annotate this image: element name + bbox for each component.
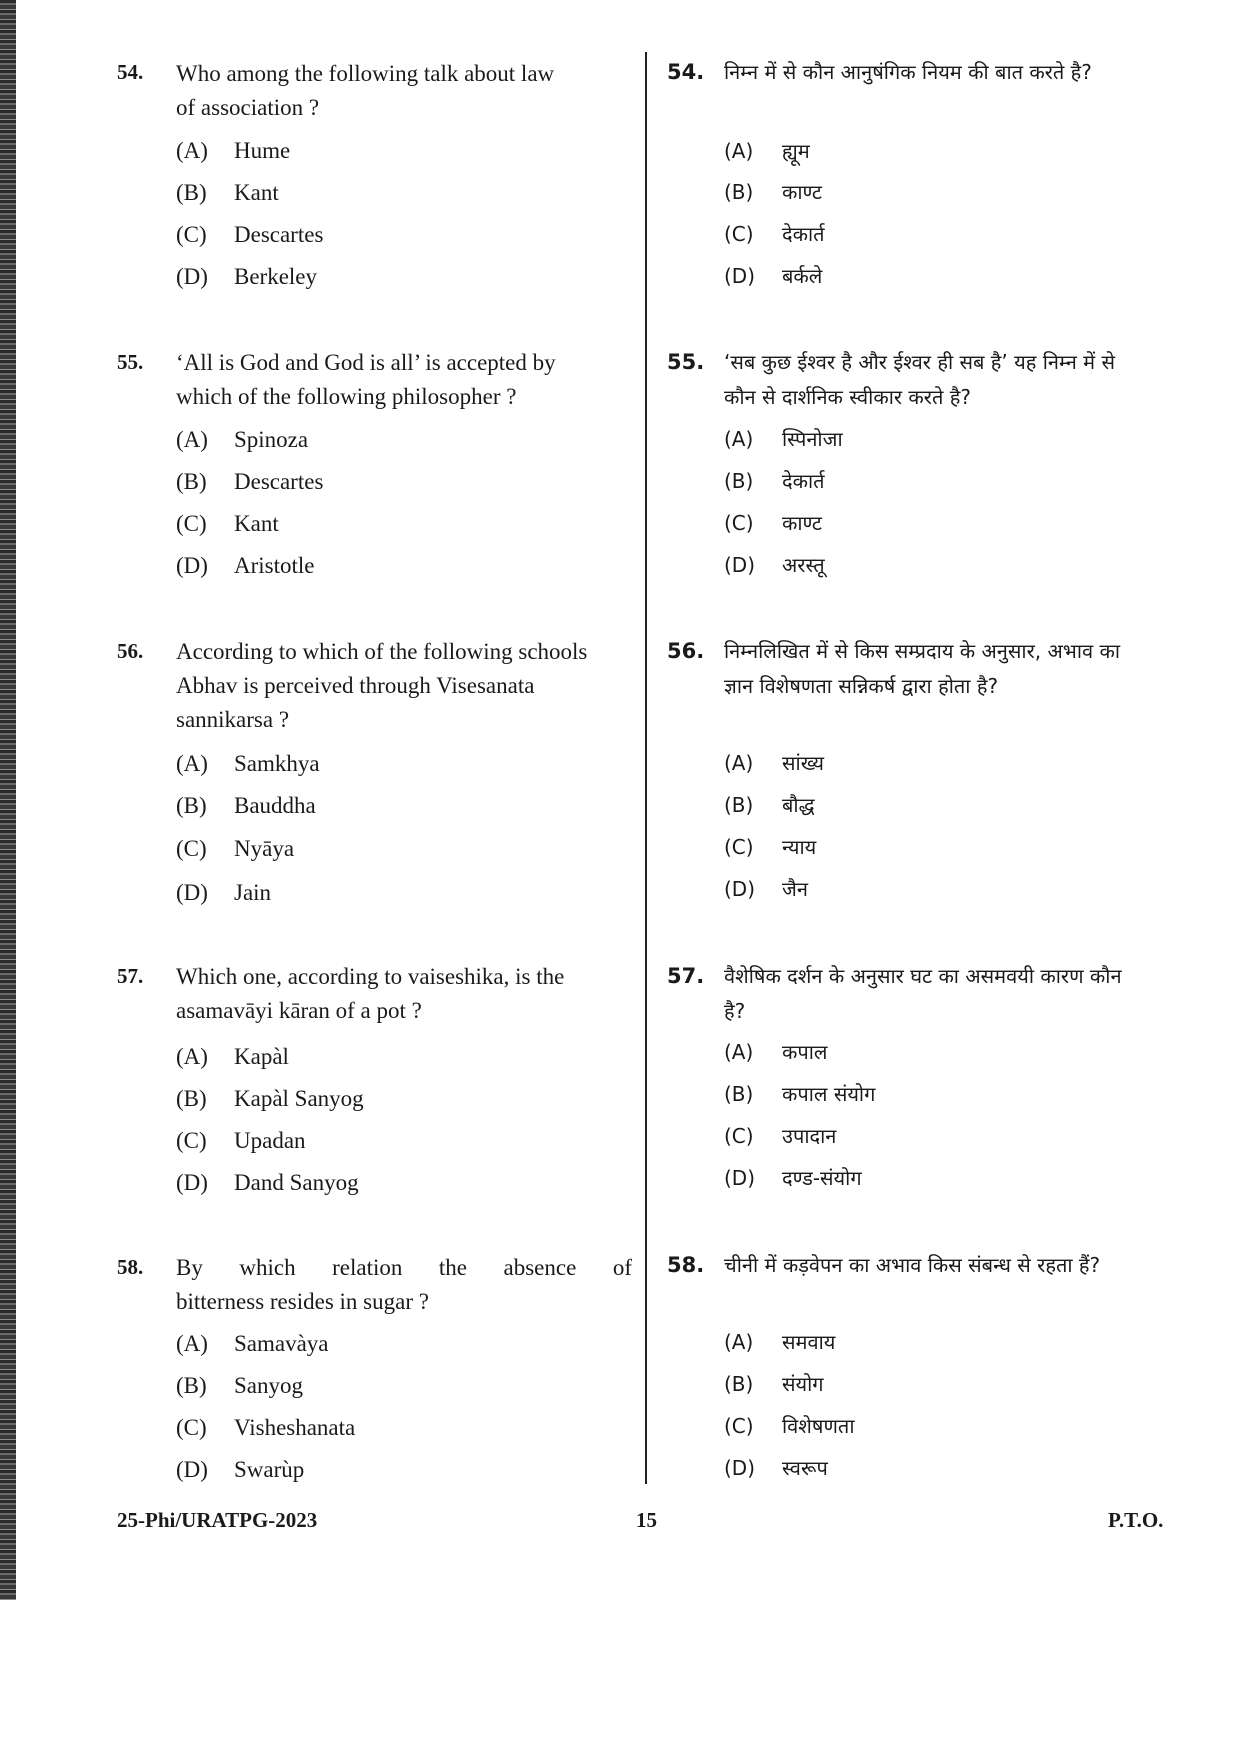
question-line: ‘All is God and God is all’ is accepted by <box>176 350 556 375</box>
option-d: (D) Aristotle <box>176 553 315 578</box>
option-a: (A) स्पिनोजा <box>724 427 843 451</box>
option-a: (A) समवाय <box>724 1330 836 1354</box>
option-c: (C) देकार्त <box>724 222 825 246</box>
option-d: (D) अरस्तू <box>724 553 825 577</box>
question-number: 54. <box>117 60 144 84</box>
question-line: According to which of the following schools <box>176 639 588 664</box>
option-d: (D) Swarùp <box>176 1457 305 1482</box>
question-number: 55. <box>667 350 705 374</box>
option-b: (B) संयोग <box>724 1372 824 1396</box>
option-c: (C) न्याय <box>724 835 817 859</box>
option-b: (B) Sanyog <box>176 1373 303 1398</box>
option-b: (B) कपाल संयोग <box>724 1082 876 1106</box>
question-number: 57. <box>667 964 705 988</box>
option-d: (D) जैन <box>724 877 808 901</box>
question-line: Who among the following talk about law <box>176 61 555 86</box>
question-line: वैशेषिक दर्शन के अनुसार घट का असमवयी कारण कौन <box>724 964 1122 988</box>
question-number: 55. <box>117 350 144 374</box>
option-b: (B) बौद्ध <box>724 793 815 817</box>
option-c: (C) Upadan <box>176 1128 306 1153</box>
question-number: 58. <box>667 1253 705 1277</box>
question-line: Which one, according to vaiseshika, is the <box>176 964 565 989</box>
question-line: ‘सब कुछ ईश्वर है और ईश्वर ही सब है’ यह निम्न में से <box>724 350 1116 374</box>
option-b: (B) काण्ट <box>724 180 822 204</box>
option-a: (A) सांख्य <box>724 751 824 775</box>
question-line: निम्नलिखित में से किस सम्प्रदाय के अनुसार, अभाव का <box>724 639 1121 663</box>
option-a: (A) Spinoza <box>176 427 309 452</box>
option-b: (B) देकार्त <box>724 469 825 493</box>
column-divider <box>645 52 647 1484</box>
question-line: sannikarsa ? <box>176 707 290 732</box>
question-line: which of the following philosopher ? <box>176 384 517 409</box>
option-a: (A) Kapàl <box>176 1044 289 1069</box>
option-b: (B) Kant <box>176 180 279 205</box>
option-a: (A) Samavàya <box>176 1331 329 1356</box>
question-line: है? <box>724 999 746 1023</box>
question-line: ज्ञान विशेषणता सन्निकर्ष द्वारा होता है? <box>724 674 999 698</box>
option-c: (C) Descartes <box>176 222 324 247</box>
question-number: 57. <box>117 964 144 988</box>
option-b: (B) Descartes <box>176 469 324 494</box>
option-a: (A) कपाल <box>724 1040 828 1064</box>
option-c: (C) काण्ट <box>724 511 822 535</box>
option-d: (D) बर्कले <box>724 264 823 288</box>
question-number: 56. <box>117 639 144 663</box>
option-d: (D) स्वरूप <box>724 1456 828 1480</box>
question-line: Abhav is perceived through Visesanata <box>176 673 535 698</box>
question-line: कौन से दार्शनिक स्वीकार करते है? <box>724 385 971 409</box>
option-c: (C) Visheshanata <box>176 1415 356 1440</box>
please-turn-over: P.T.O. <box>1108 1508 1164 1532</box>
option-c: (C) विशेषणता <box>724 1414 855 1438</box>
option-d: (D) Dand Sanyog <box>176 1170 359 1195</box>
option-c: (C) उपादान <box>724 1124 837 1148</box>
question-line: By which relation the absence of <box>176 1255 632 1280</box>
option-b: (B) Kapàl Sanyog <box>176 1086 364 1111</box>
question-line: bitterness resides in sugar ? <box>176 1289 429 1314</box>
question-line: चीनी में कड़वेपन का अभाव किस संबन्ध से रहता हैं? <box>724 1253 1101 1277</box>
option-a: (A) ह्यूम <box>724 139 810 163</box>
option-a: (A) Hume <box>176 138 291 163</box>
option-a: (A) Samkhya <box>176 751 320 776</box>
page-number: 15 <box>636 1508 657 1532</box>
option-d: (D) Jain <box>176 880 272 905</box>
option-c: (C) Kant <box>176 511 279 536</box>
option-b: (B) Bauddha <box>176 793 316 818</box>
option-c: (C) Nyāya <box>176 836 295 861</box>
question-line: निम्न में से कौन आनुषंगिक नियम की बात करते है? <box>724 60 1092 84</box>
question-number: 58. <box>117 1255 144 1279</box>
question-line: of association ? <box>176 95 320 120</box>
question-number: 54. <box>667 60 705 84</box>
question-line: asamavāyi kāran of a pot ? <box>176 998 422 1023</box>
option-d: (D) Berkeley <box>176 264 318 289</box>
paper-code: 25-Phi/URATPG-2023 <box>117 1508 318 1532</box>
question-number: 56. <box>667 639 705 663</box>
scan-binding-edge <box>0 0 16 1600</box>
option-d: (D) दण्ड-संयोग <box>724 1166 862 1190</box>
